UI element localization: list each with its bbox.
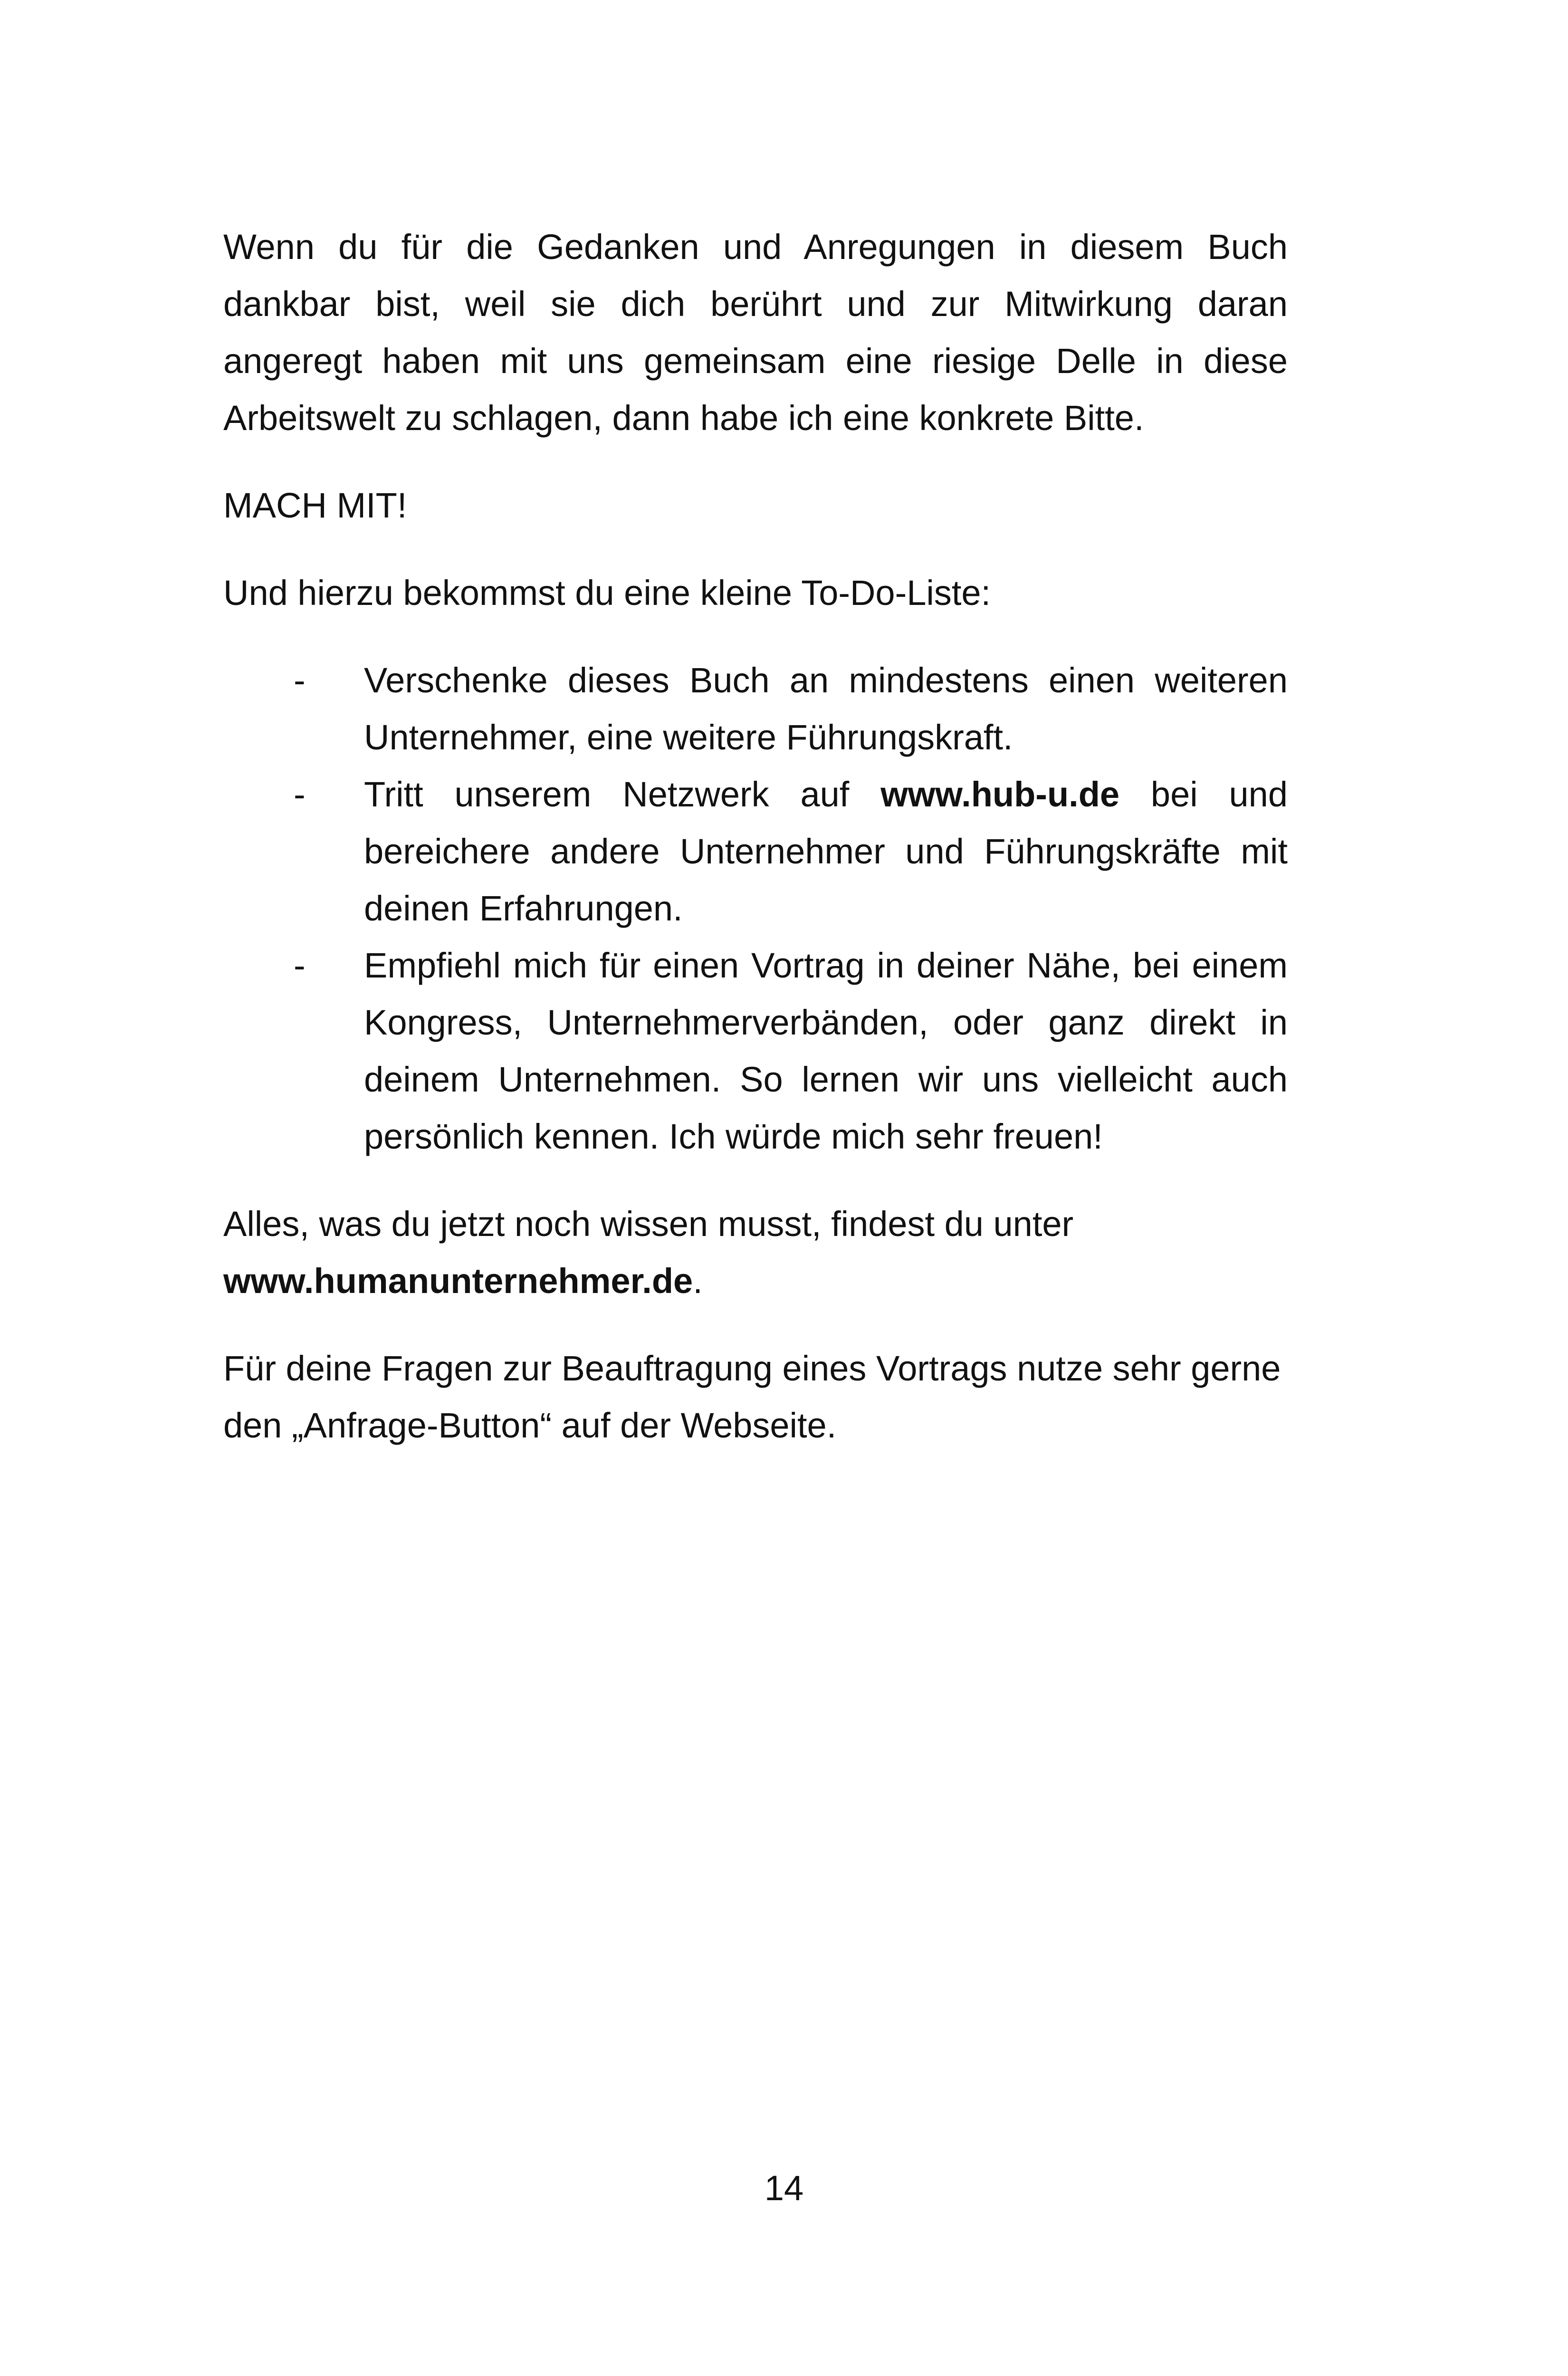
closing-paragraph: Für deine Fragen zur Beauftragung eines Vortrags nutze sehr gerne den „Anfrage-Button“ auf der Webseite. — [223, 1349, 1281, 1445]
page-content — [223, 219, 1288, 1485]
todo-item-text: Verschenke dieses Buch an mindestens einen weiteren Unternehmer, eine weitere Führungskraft. — [364, 661, 1288, 757]
todo-item-text: Empfiehl mich für einen Vortrag in deiner Nähe, bei einem Kongress, Unternehmerverbänden, oder ganz direkt in deinem Unternehmen. So lernen wir uns vielleicht auch persönlich kennen. Ich würde mich sehr freuen! — [364, 946, 1288, 1156]
todo-item — [223, 937, 1288, 1165]
page-number: 14 — [764, 2168, 804, 2208]
todo-item — [223, 652, 1288, 766]
dash-bullet: - — [294, 775, 306, 814]
humanunternehmer-link[interactable]: www.humanunternehmer.de — [223, 1261, 693, 1301]
todo-item-text-before: Tritt unserem Netzwerk auf — [364, 775, 881, 814]
todo-item-text-after: bei und bereichere andere Unternehmer und Führungskräfte mit deinen Erfahrungen. — [364, 775, 1288, 928]
todo-item — [223, 766, 1288, 937]
dash-bullet: - — [294, 661, 306, 700]
website-note-after: . — [693, 1261, 703, 1301]
call-to-action: MACH MIT! — [223, 486, 407, 525]
todo-list — [223, 652, 1288, 1165]
intro-paragraph: Wenn du für die Gedanken und Anregungen in diesem Buch dankbar bist, weil sie dich berührt und zur Mitwirkung daran angeregt haben mit uns gemeinsam eine riesige Delle in diese Arbeitswelt zu schlagen, dann habe ich eine konkrete Bitte. — [223, 227, 1288, 438]
website-note — [223, 1196, 1288, 1310]
todo-intro: Und hierzu bekommst du eine kleine To-Do-Liste: — [223, 573, 991, 613]
dash-bullet: - — [294, 946, 306, 985]
website-note-before: Alles, was du jetzt noch wissen musst, findest du unter — [223, 1204, 1074, 1244]
hub-u-link[interactable]: www.hub-u.de — [880, 775, 1120, 814]
